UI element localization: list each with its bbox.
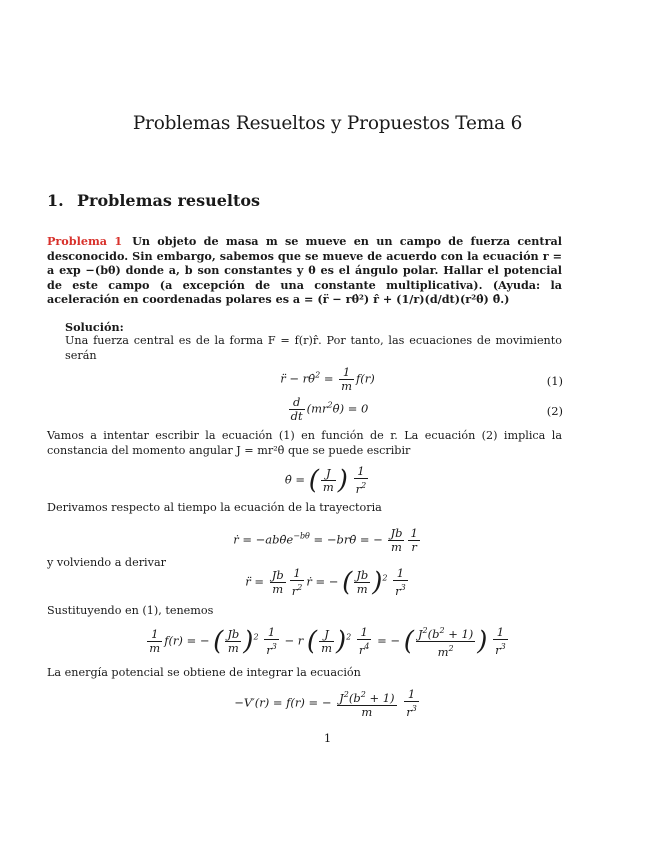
paragraph-energy: La energía potencial se obtiene de integrar la ecuación — [47, 666, 361, 679]
solution-block — [65, 320, 124, 334]
paragraph-derive-again: y volviendo a derivar — [47, 556, 166, 569]
solution-intro: Una fuerza central es de la forma F = f(r)r̂. Por tanto, las ecuaciones de movimiento serán — [65, 334, 562, 362]
document-title: Problemas Resueltos y Propuestos Tema 6 — [132, 113, 523, 134]
paragraph-substitute: Sustituyendo en (1), tenemos — [47, 604, 214, 617]
section-title: Problemas resueltos — [77, 191, 261, 210]
equation-2-number: (2) — [546, 404, 563, 418]
section-heading — [47, 191, 260, 210]
equation-1: r̈ − rθ̇$^2$ = $\frac{1}{m}$ f(r) (1) — [280, 365, 563, 393]
equation-theta-dot: θ̇ = ( $\frac{J}{m}$ ) $\frac{1}{r^2}$ — [284, 464, 367, 496]
problem-text: Un objeto de masa m se mueve en un campo de fuerza central desconocido. Sin embargo, sabemos que se mueve de acuerdo con la ecuación r = a exp −(bθ) donde a, b son constantes y θ es el ángulo polar. Hallar el potencial de este campo (a excepción de una constante multiplicativa). (Ayuda: la aceleración en coordenadas polares es a = (r̈ − rθ̇²) r̂ + (1/r)(d/dt)(r²θ̇) θ̂.) — [47, 234, 562, 307]
problem-label: Problema 1 — [47, 234, 123, 248]
equation-r-ddot: r̈ = $\frac{Jb}{m}$ $\frac{1}{r^2}$ ṙ = − ( $\frac{Jb}{m}$ )$^2$ $\frac{1}{r^3}$ — [245, 566, 406, 598]
solution-label: Solución: — [65, 320, 124, 334]
equation-substituted: $\frac{1}{m}$ f(r) = − ( $\frac{Jb}{m}$ )$^2$ $\frac{1}{r^3}$ − r ( $\frac{J}{m}$ )$^2$ $\frac{1}{r^4}$ = − ( $\frac{J^2(b^2 + 1)}{m^2}$ ) $\frac{1}{r^3}$ — [149, 624, 506, 659]
page-number: 1 — [323, 731, 332, 745]
equation-potential: −V′(r) = f(r) = − $\frac{J^2(b^2 + 1)}{m}$ $\frac{1}{r^3}$ — [234, 687, 417, 719]
equation-2: $\frac{d}{dt}$ $(mr^2\thetȧ) = 0$ (2) — [290, 395, 563, 423]
equation-1-number: (1) — [546, 374, 563, 388]
paragraph-derive: Derivamos respecto al tiempo la ecuación de la trayectoria — [47, 501, 382, 514]
paragraph-angular-momentum: Vamos a intentar escribir la ecuación (1) en función de r. La ecuación (2) implica la constancia del momento angular J = mr²θ̇ que se puede escribir — [47, 429, 562, 457]
section-number: 1. — [47, 191, 64, 210]
equation-r-dot: ṙ = $-ab\thetȧe^{-b\theta}$ = −brθ̇ = − $\frac{Jb}{m}$ $\frac{1}{r}$ — [233, 526, 418, 554]
problem-statement — [47, 234, 562, 307]
